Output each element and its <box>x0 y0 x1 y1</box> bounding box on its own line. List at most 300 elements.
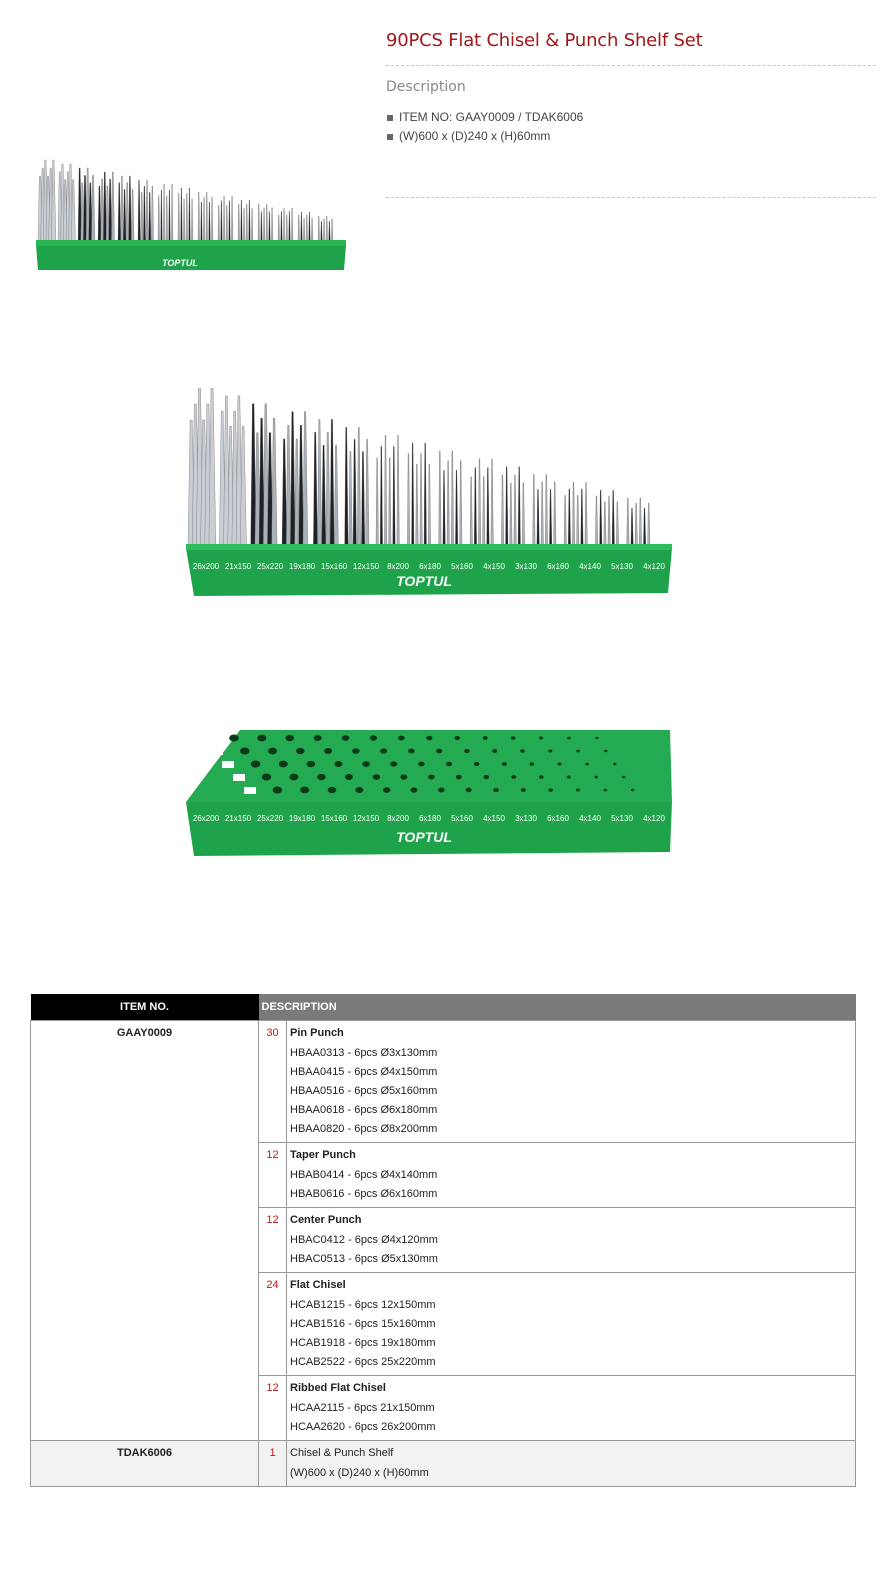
tool-shape <box>243 208 245 242</box>
size-label: 4x150 <box>483 562 505 571</box>
tool-shape <box>211 197 213 242</box>
tool-shape <box>123 189 126 242</box>
tool-shape <box>149 192 151 242</box>
tool-shape <box>286 215 288 242</box>
tool-shape <box>269 212 271 242</box>
shelf-hole <box>558 763 562 766</box>
shelf-hole <box>296 748 305 754</box>
tool-shape <box>487 468 490 548</box>
part-line: HBAB0616 - 6pcs Ø6x160mm <box>290 1187 438 1200</box>
group-name: Chisel & Punch Shelf <box>290 1446 394 1459</box>
shelf-hole <box>483 736 488 740</box>
size-label: 26x200 <box>192 562 220 571</box>
part-line: HBAA0313 - 6pcs Ø3x130mm <box>290 1046 438 1059</box>
shelf-hole <box>289 774 298 781</box>
tool-shape <box>322 445 326 548</box>
size-label: 21x150 <box>224 562 252 571</box>
tool-shape <box>460 461 463 548</box>
tool-shape <box>221 201 223 242</box>
part-line: HBAC0513 - 6pcs Ø5x130mm <box>290 1252 438 1265</box>
tool-shape <box>455 470 458 548</box>
shelf-hole <box>511 736 516 739</box>
tool-shape <box>478 459 481 548</box>
tool-shape <box>281 211 283 242</box>
tool-shape <box>585 482 588 548</box>
size-label: 19x180 <box>288 562 316 571</box>
shelf-hole <box>345 774 353 780</box>
shelf-hole <box>222 761 234 768</box>
tool-shape <box>366 439 370 548</box>
part-line: HCAB1215 - 6pcs 12x150mm <box>290 1298 436 1311</box>
tool-shape <box>616 502 619 548</box>
size-label: 4x140 <box>579 814 601 823</box>
tool-shape <box>357 427 361 548</box>
description-heading: Description <box>386 79 466 95</box>
shelf-hole <box>484 775 490 779</box>
tool-shape <box>163 184 165 242</box>
shelf-hole <box>446 762 452 767</box>
shelf-hole <box>576 750 580 753</box>
tool-shape <box>189 188 191 242</box>
shelf-hole <box>576 789 580 792</box>
shelf-hole <box>567 737 571 740</box>
tool-shape <box>334 445 338 548</box>
shelf-hole <box>355 787 363 793</box>
tool-shape <box>240 426 246 548</box>
shelf-hole <box>521 788 526 792</box>
tool-shape <box>241 200 243 242</box>
group-name: Taper Punch <box>290 1148 356 1161</box>
tool-shape <box>331 219 333 242</box>
tool-shape <box>223 196 225 242</box>
qty-cell: 1 <box>259 1440 287 1486</box>
table-row <box>31 1020 856 1142</box>
shelf-hole <box>335 761 343 767</box>
size-label: 6x160 <box>547 562 569 571</box>
size-label: 6x180 <box>419 814 441 823</box>
tool-shape <box>171 184 173 242</box>
size-label: 4x140 <box>579 562 601 571</box>
tool-shape <box>231 196 233 242</box>
detail-cell <box>287 1207 856 1272</box>
part-line: HBAA0415 - 6pcs Ø4x150mm <box>290 1065 438 1078</box>
tool-shape <box>51 160 56 242</box>
tool-shape <box>282 439 287 548</box>
tool-shape <box>266 204 268 242</box>
tool-shape <box>631 508 634 548</box>
tool-shape <box>380 446 383 548</box>
divider <box>386 197 876 198</box>
tool-shape <box>376 458 379 548</box>
tool-shape <box>439 451 442 548</box>
detail-cell <box>287 1375 856 1440</box>
tool-shape <box>470 477 473 548</box>
bullet-icon <box>387 134 393 140</box>
tool-shape <box>251 208 253 242</box>
spec-list <box>387 108 583 146</box>
shelf-hole <box>493 788 499 792</box>
shelf-hole <box>426 736 432 741</box>
tool-shape <box>537 489 540 548</box>
group-name: Pin Punch <box>290 1026 344 1039</box>
tool-shape <box>313 432 317 548</box>
size-label: 25x220 <box>256 814 284 823</box>
photo2-brand: TOPTUL <box>396 829 452 845</box>
shelf-hole <box>398 736 405 741</box>
tool-shape <box>278 215 280 242</box>
shelf-hole <box>380 748 387 753</box>
tool-shape <box>412 443 415 548</box>
tool-shape <box>138 180 140 242</box>
tool-shape <box>203 197 205 242</box>
tool-shape <box>126 183 129 242</box>
item-no-cell: TDAK6006 <box>31 1440 259 1486</box>
shelf-hole <box>418 762 425 767</box>
group-name: Center Punch <box>290 1213 362 1226</box>
tool-shape <box>161 190 163 242</box>
tool-shape <box>183 199 185 242</box>
tool-shape <box>627 498 630 548</box>
tool-shape <box>151 186 153 242</box>
product-photo-full <box>180 388 680 600</box>
size-label: 4x120 <box>643 562 665 571</box>
tool-shape <box>522 483 525 548</box>
detail-cell <box>287 1142 856 1207</box>
shelf-hole <box>307 761 316 767</box>
tool-shape <box>389 458 392 548</box>
part-line: HBAA0618 - 6pcs Ø6x180mm <box>290 1103 438 1116</box>
tool-shape <box>129 176 132 242</box>
tool-shape <box>271 208 273 242</box>
tool-shape <box>416 464 419 548</box>
size-label: 15x160 <box>320 562 348 571</box>
shelf-hole <box>240 747 250 754</box>
tool-shape <box>283 208 285 242</box>
tool-shape <box>299 425 304 548</box>
shelf-hole <box>273 786 283 793</box>
tool-shape <box>311 218 313 242</box>
tool-shape <box>330 419 334 548</box>
tool-shape <box>186 193 188 242</box>
tool-shape <box>326 432 330 548</box>
group-name: Flat Chisel <box>290 1278 346 1291</box>
shelf-hole <box>594 776 598 779</box>
tool-shape <box>323 219 325 242</box>
size-label: 6x160 <box>547 814 569 823</box>
size-label: 5x160 <box>451 814 473 823</box>
shelf-hole <box>604 750 607 752</box>
shelf-hole <box>317 774 326 780</box>
tool-shape <box>131 189 134 242</box>
spec-item: (W)600 x (D)240 x (H)60mm <box>387 127 583 146</box>
tool-shape <box>261 212 263 242</box>
tool-shape <box>209 388 216 548</box>
parts-table <box>30 994 856 1487</box>
tool-shape <box>604 502 607 548</box>
tool-shape <box>118 183 121 242</box>
tool-shape <box>191 199 193 242</box>
tool-shape <box>309 212 311 242</box>
shelf-hole <box>400 774 407 779</box>
size-label: 6x180 <box>419 562 441 571</box>
tool-shape <box>608 496 611 548</box>
tool-shape <box>298 215 300 242</box>
shelf-hole <box>474 762 480 766</box>
tool-shape <box>166 196 168 242</box>
shelf-hole <box>257 735 266 742</box>
part-line: HBAB0414 - 6pcs Ø4x140mm <box>290 1168 438 1181</box>
shelf-hole <box>466 788 472 793</box>
shelf-hole <box>438 788 445 793</box>
shelf-hole <box>262 773 272 780</box>
tool-shape <box>249 200 251 242</box>
tool-shape <box>420 454 423 549</box>
tool-shape <box>289 211 291 242</box>
tool-shape <box>158 196 160 242</box>
tool-shape <box>263 208 265 242</box>
qty-cell: 30 <box>259 1020 287 1142</box>
size-label: 3x130 <box>515 814 537 823</box>
tool-shape <box>146 180 148 242</box>
size-label: 5x160 <box>451 562 473 571</box>
size-label: 25x220 <box>256 562 284 571</box>
tool-shape <box>384 435 387 548</box>
tool-shape <box>361 451 365 548</box>
tool-shape <box>648 503 651 548</box>
tool-shape <box>501 475 504 548</box>
tool-shape <box>393 446 396 548</box>
shelf-hole <box>211 748 223 755</box>
tool-shape <box>581 489 584 548</box>
shelf-hole <box>300 787 309 794</box>
tool-shape <box>639 498 642 548</box>
shelf-hole <box>233 774 245 781</box>
qty-cell: 12 <box>259 1142 287 1207</box>
tool-shape <box>143 186 145 242</box>
size-label: 5x130 <box>611 562 633 571</box>
tool-shape <box>612 490 615 548</box>
tool-shape <box>290 412 295 548</box>
size-label: 3x130 <box>515 562 537 571</box>
tool-shape <box>554 482 557 548</box>
shelf-hole <box>251 760 260 767</box>
shelf-hole <box>370 735 377 740</box>
size-label: 12x150 <box>352 562 380 571</box>
size-label: 19x180 <box>288 814 316 823</box>
shelf-hole <box>502 762 507 766</box>
tool-shape <box>407 454 410 549</box>
tool-shape <box>491 459 494 548</box>
shelf-hole <box>362 761 370 767</box>
shelf-hole <box>595 737 598 739</box>
shelf-hole <box>229 734 239 741</box>
tool-shape <box>533 474 536 548</box>
tool-shape <box>209 202 211 242</box>
shelf-hole <box>352 748 360 754</box>
size-label: 15x160 <box>320 814 348 823</box>
tool-shape <box>206 192 208 242</box>
tool-shape <box>428 464 431 548</box>
page-title: 90PCS Flat Chisel & Punch Shelf Set <box>386 30 703 51</box>
tool-shape <box>91 175 95 242</box>
size-label: 5x130 <box>611 814 633 823</box>
tool-shape <box>541 482 544 548</box>
tool-shape <box>353 439 357 548</box>
size-label: 8x200 <box>387 814 409 823</box>
tool-shape <box>178 193 180 242</box>
tool-shape <box>549 489 552 548</box>
part-line: HCAB2522 - 6pcs 25x220mm <box>290 1355 436 1368</box>
bullet-icon <box>387 115 393 121</box>
tool-shape <box>510 483 513 548</box>
tool-shape <box>181 188 183 242</box>
shelf-hole <box>613 763 616 765</box>
tool-shape <box>141 192 143 242</box>
tool-shape <box>564 495 567 548</box>
tool-shape <box>483 477 486 548</box>
shelf-hole <box>567 776 571 779</box>
part-line: HBAA0516 - 6pcs Ø5x160mm <box>290 1084 438 1097</box>
size-label: 21x150 <box>224 814 252 823</box>
shelf-hole <box>548 750 552 753</box>
shelf-hole <box>342 735 350 741</box>
part-line: HBAA0820 - 6pcs Ø8x200mm <box>290 1122 438 1135</box>
part-line: HCAB1516 - 6pcs 15x160mm <box>290 1317 436 1330</box>
shelf-hole <box>539 737 543 740</box>
tool-shape <box>111 172 114 242</box>
shelf-hole <box>328 787 337 793</box>
tool-shape <box>447 461 450 548</box>
tool-shape <box>303 412 308 548</box>
shelf-hole <box>455 736 461 740</box>
tool-shape <box>329 221 331 242</box>
table-row <box>31 1440 856 1486</box>
shelf-hole <box>604 789 608 792</box>
shelf-hole <box>373 774 381 780</box>
tool-shape <box>474 468 477 548</box>
tool-shape <box>71 180 75 242</box>
tool-shape <box>218 205 220 242</box>
size-label: 12x150 <box>352 814 380 823</box>
part-line: HCAA2620 - 6pcs 26x200mm <box>290 1420 436 1433</box>
tool-shape <box>443 470 446 548</box>
part-line: HCAB1918 - 6pcs 19x180mm <box>290 1336 436 1349</box>
shelf-hole <box>511 775 516 779</box>
shelf-hole <box>539 775 544 778</box>
shelf-hole <box>428 775 435 780</box>
qty-cell: 12 <box>259 1207 287 1272</box>
qty-cell: 24 <box>259 1272 287 1375</box>
thumb-brand: TOPTUL <box>162 258 198 268</box>
shelf-hole <box>585 763 589 766</box>
product-thumbnail[interactable] <box>28 150 353 275</box>
tool-shape <box>318 419 322 548</box>
qty-cell: 12 <box>259 1375 287 1440</box>
shelf-hole <box>286 735 295 741</box>
shelf-hole <box>390 761 397 766</box>
tool-shape <box>451 451 454 548</box>
tool-shape <box>318 216 320 242</box>
shelf-hole <box>464 749 470 753</box>
table-body <box>31 1020 856 1486</box>
spec-item: ITEM NO: GAAY0009 / TDAK6006 <box>387 108 583 127</box>
detail-cell <box>287 1020 856 1142</box>
part-line: HCAA2115 - 6pcs 21x150mm <box>290 1401 435 1414</box>
divider <box>386 65 876 66</box>
photo1-tools <box>188 388 650 548</box>
part-line: (W)600 x (D)240 x (H)60mm <box>290 1466 429 1479</box>
shelf-hole <box>622 776 625 778</box>
tool-shape <box>198 192 200 242</box>
shelf-hole <box>492 749 497 753</box>
tool-shape <box>303 218 305 242</box>
tool-shape <box>201 202 203 242</box>
tool-shape <box>301 212 303 242</box>
tool-shape <box>258 204 260 242</box>
tool-shape <box>238 204 240 242</box>
tool-shape <box>326 216 328 242</box>
shelf-hole <box>408 749 415 754</box>
header-description: DESCRIPTION <box>259 994 856 1020</box>
tool-shape <box>518 467 521 548</box>
shelf-hole <box>631 789 634 791</box>
size-label: 8x200 <box>387 562 409 571</box>
tool-shape <box>286 425 291 548</box>
header-item-no: ITEM NO. <box>31 994 259 1020</box>
shelf-hole <box>200 735 212 742</box>
size-label: 4x150 <box>483 814 505 823</box>
photo1-brand: TOPTUL <box>396 573 452 589</box>
tool-shape <box>121 176 124 242</box>
shelf-hole <box>436 749 442 754</box>
tool-shape <box>349 451 353 548</box>
shelf-hole <box>456 775 462 780</box>
tool-shape <box>321 221 323 242</box>
size-label: 4x120 <box>643 814 665 823</box>
tool-shape <box>635 503 638 548</box>
product-photo-empty-shelf <box>180 722 680 862</box>
tool-shape <box>229 201 231 242</box>
thumb-tools <box>38 160 333 242</box>
tool-shape <box>514 475 517 548</box>
tool-shape <box>643 508 646 548</box>
photo2-size-labels <box>193 814 666 823</box>
shelf-hole <box>268 748 277 755</box>
shelf-hole <box>244 787 256 794</box>
tool-shape <box>595 496 598 548</box>
shelf-hole <box>411 787 418 792</box>
tool-shape <box>397 435 400 548</box>
tool-shape <box>424 443 427 548</box>
size-label: 26x200 <box>192 814 220 823</box>
tool-shape <box>246 204 248 242</box>
tool-shape <box>345 427 349 548</box>
tool-shape <box>295 439 300 548</box>
tool-shape <box>545 474 548 548</box>
tool-shape <box>226 205 228 242</box>
shelf-hole <box>548 788 553 791</box>
shelf-hole <box>324 748 332 754</box>
shelf-hole <box>314 735 322 741</box>
tool-shape <box>568 489 571 548</box>
tool-shape <box>506 467 509 548</box>
tool-shape <box>291 208 293 242</box>
tool-shape <box>306 215 308 242</box>
item-no-cell: GAAY0009 <box>31 1020 259 1440</box>
tool-shape <box>577 495 580 548</box>
shelf-hole <box>279 761 288 768</box>
tool-shape <box>272 418 278 548</box>
